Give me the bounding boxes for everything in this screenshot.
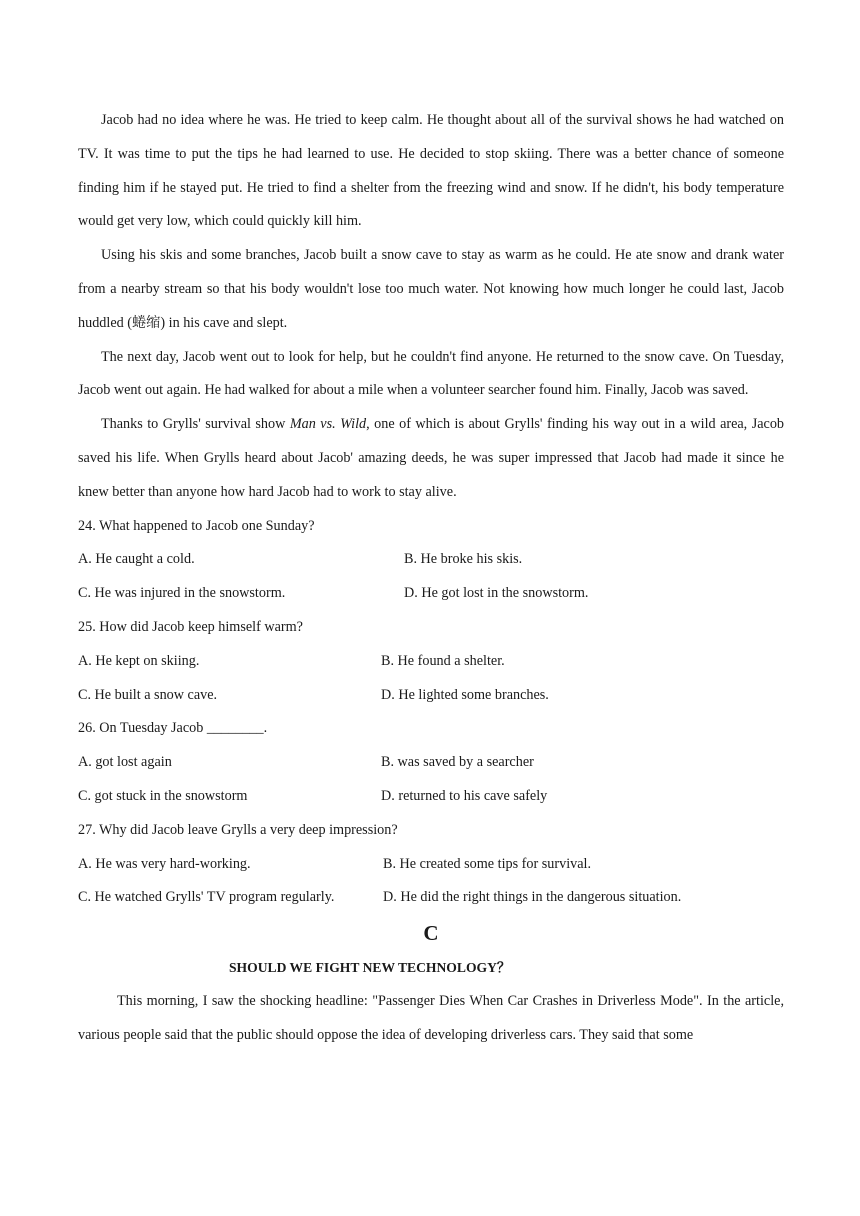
show-title: Man vs. Wild: [289, 416, 367, 433]
question-24-option-d: D. He got lost in the snowstorm.: [404, 585, 589, 602]
question-26-options-row-1: [78, 746, 784, 780]
document-page: [78, 104, 784, 1053]
question-26-stem: 26. On Tuesday Jacob ________.: [78, 720, 268, 737]
question-25-option-c: C. He built a snow cave.: [78, 686, 218, 703]
paragraph-4-lead: Thanks to Grylls' survival show: [101, 416, 290, 433]
question-26-option-a: A. got lost again: [78, 754, 172, 771]
question-25-options-row-2: [78, 679, 784, 713]
question-27-stem: 27. Why did Jacob leave Grylls a very deep impression?: [78, 821, 398, 838]
question-26-option-b: B. was saved by a searcher: [381, 754, 534, 771]
question-24-stem: 24. What happened to Jacob one Sunday?: [78, 517, 315, 534]
question-27-option-b: B. He created some tips for survival.: [383, 855, 592, 872]
paragraph-4-rest: , one of which is about Grylls' finding his way out in a wild area, Jacob saved his life. When Grylls heard about Jacob' amazing deeds, he was super impressed that Jacob had made it since he knew better than anyone how hard Jacob had to work to stay alive.: [78, 416, 785, 500]
question-26-options-row-2: [78, 780, 784, 814]
question-27-option-d: D. He did the right things in the dangerous situation.: [383, 889, 682, 906]
section-heading: C: [423, 921, 439, 946]
passage-paragraph-1: Jacob had no idea where he was. He tried to keep calm. He thought about all of the survival shows he had watched on TV. It was time to put the tips he had learned to use. He decided to stop skiing. There was a better chance of someone finding him if he stayed put. He tried to find a shelter from the freezing wind and snow. If he didn't, his body temperature would get very low, which could quickly kill him.: [78, 112, 784, 230]
question-24-options-row-1: [78, 543, 784, 577]
question-27-options-row-2: [78, 881, 784, 915]
article-paragraph-1: This morning, I saw the shocking headline: "Passenger Dies When Car Crashes in Driverless Mode". In the article, various people said that the public should oppose the idea of developing driverless cars. They said that some: [78, 992, 784, 1043]
question-24-options-row-2: [78, 577, 784, 611]
passage-paragraph-3: The next day, Jacob went out to look for help, but he couldn't find anyone. He returned to the snow cave. On Tuesday, Jacob went out again. He had walked for about a mile when a volunteer searcher found him. Finally, Jacob was saved.: [78, 348, 784, 399]
question-24-option-a: A. He caught a cold.: [78, 551, 195, 568]
question-25-option-b: B. He found a shelter.: [381, 652, 505, 669]
passage-paragraph-4: [78, 408, 784, 509]
question-24-option-b: B. He broke his skis.: [404, 551, 523, 568]
article-title: SHOULD WE FIGHT NEW TECHNOLOGY？: [229, 960, 511, 976]
passage-paragraph-2: Using his skis and some branches, Jacob built a snow cave to stay as warm as he could. He ate snow and drank water from a nearby stream so that his body wouldn't lose too much water. Not knowing how much longer he could last, Jacob huddled (蜷缩) in his cave and slept.: [78, 247, 784, 331]
question-26-option-c: C. got stuck in the snowstorm: [78, 787, 248, 804]
question-27-option-a: A. He was very hard-working.: [78, 855, 251, 872]
question-25-option-d: D. He lighted some branches.: [381, 686, 549, 703]
question-25-option-a: A. He kept on skiing.: [78, 652, 200, 669]
question-25-options-row-1: [78, 645, 784, 679]
question-27-option-c: C. He watched Grylls' TV program regularly.: [78, 889, 335, 906]
question-24-option-c: C. He was injured in the snowstorm.: [78, 585, 286, 602]
question-26-option-d: D. returned to his cave safely: [381, 787, 548, 804]
question-27-options-row-1: [78, 848, 784, 882]
question-25-stem: 25. How did Jacob keep himself warm?: [78, 618, 303, 635]
